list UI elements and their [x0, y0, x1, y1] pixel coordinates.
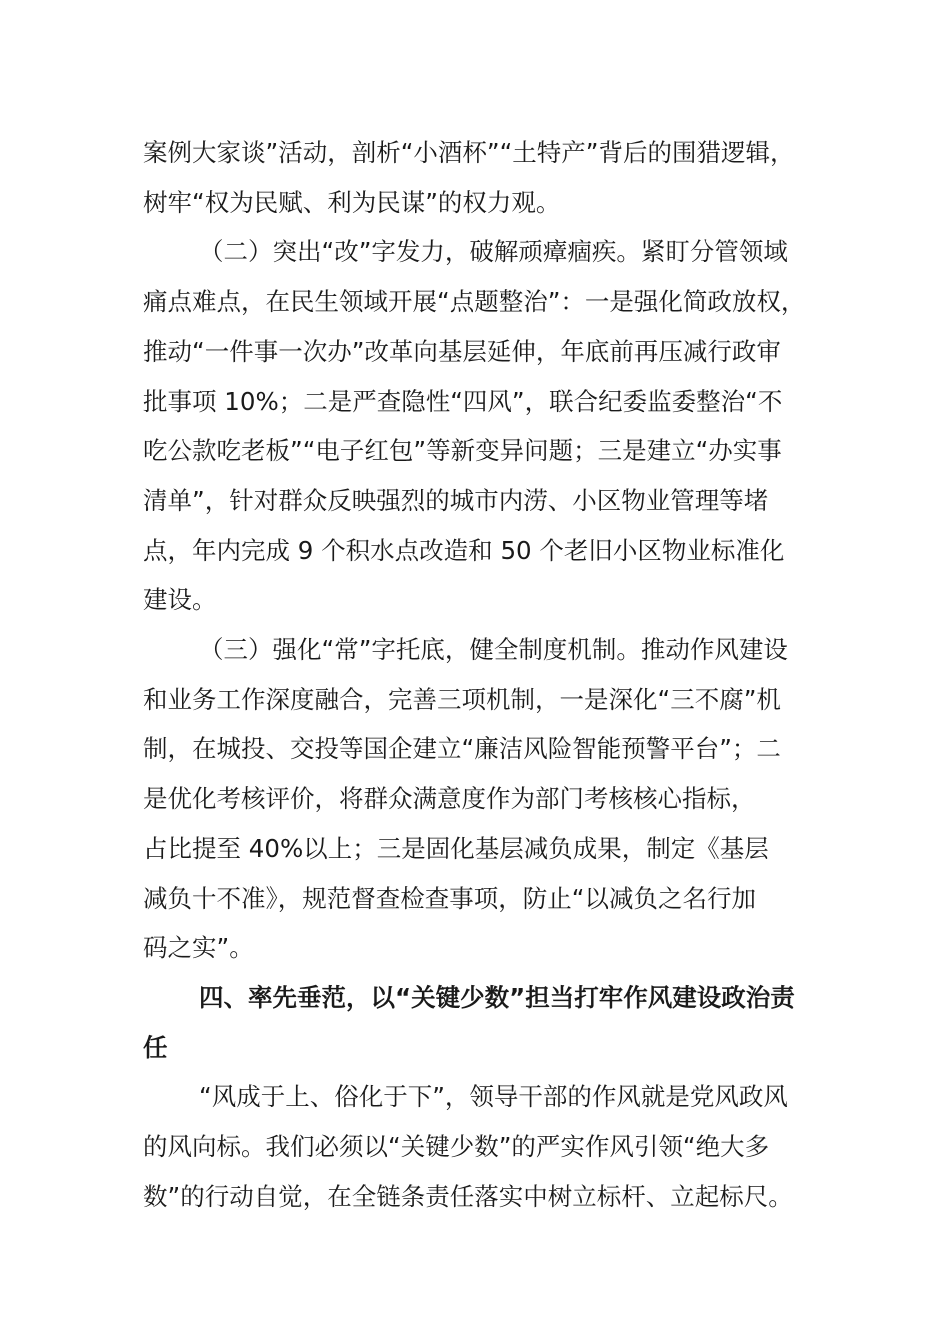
text-line-3: （二）突出“改”字发力，破解顽瘴痼疾。紧盯分管领域 — [199, 237, 788, 267]
text-line-14: 是优化考核评价，将群众满意度作为部门考核核心指标， — [143, 784, 756, 814]
text-line-21: 的风向标。我们必须以“关键少数”的严实作风引领“绝大多 — [143, 1132, 770, 1161]
text-line-20: “风成于上、俗化于下”，领导干部的作风就是党风政风 — [199, 1082, 788, 1112]
text-line-11: （三）强化“常”字托底，健全制度机制。推动作风建设 — [199, 635, 788, 664]
text-line-15: 占比提至 40%以上；三是固化基层减负成果，制定《基层 — [143, 833, 769, 863]
text-line-1: 案例大家谈”活动，剖析“小酒杯”“土特产”背后的围猎逻辑， — [143, 138, 795, 167]
text-line-13: 制，在城投、交投等国企建立“廉洁风险智能预警平台”；二 — [143, 734, 781, 764]
text-line-2: 树牢“权为民赋、利为民谋”的权力观。 — [143, 187, 561, 217]
text-line-10: 建设。 — [143, 585, 217, 615]
text-line-4: 痛点难点，在民生领域开展“点题整治”：一是强化简政放权， — [143, 287, 806, 317]
text-line-22: 数”的行动自觉，在全链条责任落实中树立标杆、立起标尺。 — [143, 1181, 793, 1211]
section-heading-line-1: 四、率先垂范，以“关键少数”担当打牢作风建设政治责 — [199, 982, 795, 1012]
text-line-9: 点，年内完成 9 个积水点改造和 50 个老旧小区物业标准化 — [143, 535, 785, 565]
text-line-17: 码之实”。 — [143, 933, 254, 963]
text-line-12: 和业务工作深度融合，完善三项机制，一是深化“三不腐”机 — [143, 684, 781, 714]
text-line-6: 批事项 10%；二是严查隐性“四风”，联合纪委监委整治“不 — [143, 386, 783, 416]
text-line-8: 清单”，针对群众反映强烈的城市内涝、小区物业管理等堵 — [143, 485, 769, 515]
text-line-16: 减负十不准》，规范督查检查事项，防止“以减负之名行加 — [143, 883, 756, 913]
text-line-7: 吃公款吃老板”“电子红包”等新变异问题；三是建立“办实事 — [143, 436, 782, 466]
section-heading-line-2: 任 — [143, 1032, 168, 1062]
text-line-5: 推动“一件事一次办”改革向基层延伸，年底前再压减行政审 — [143, 336, 781, 366]
